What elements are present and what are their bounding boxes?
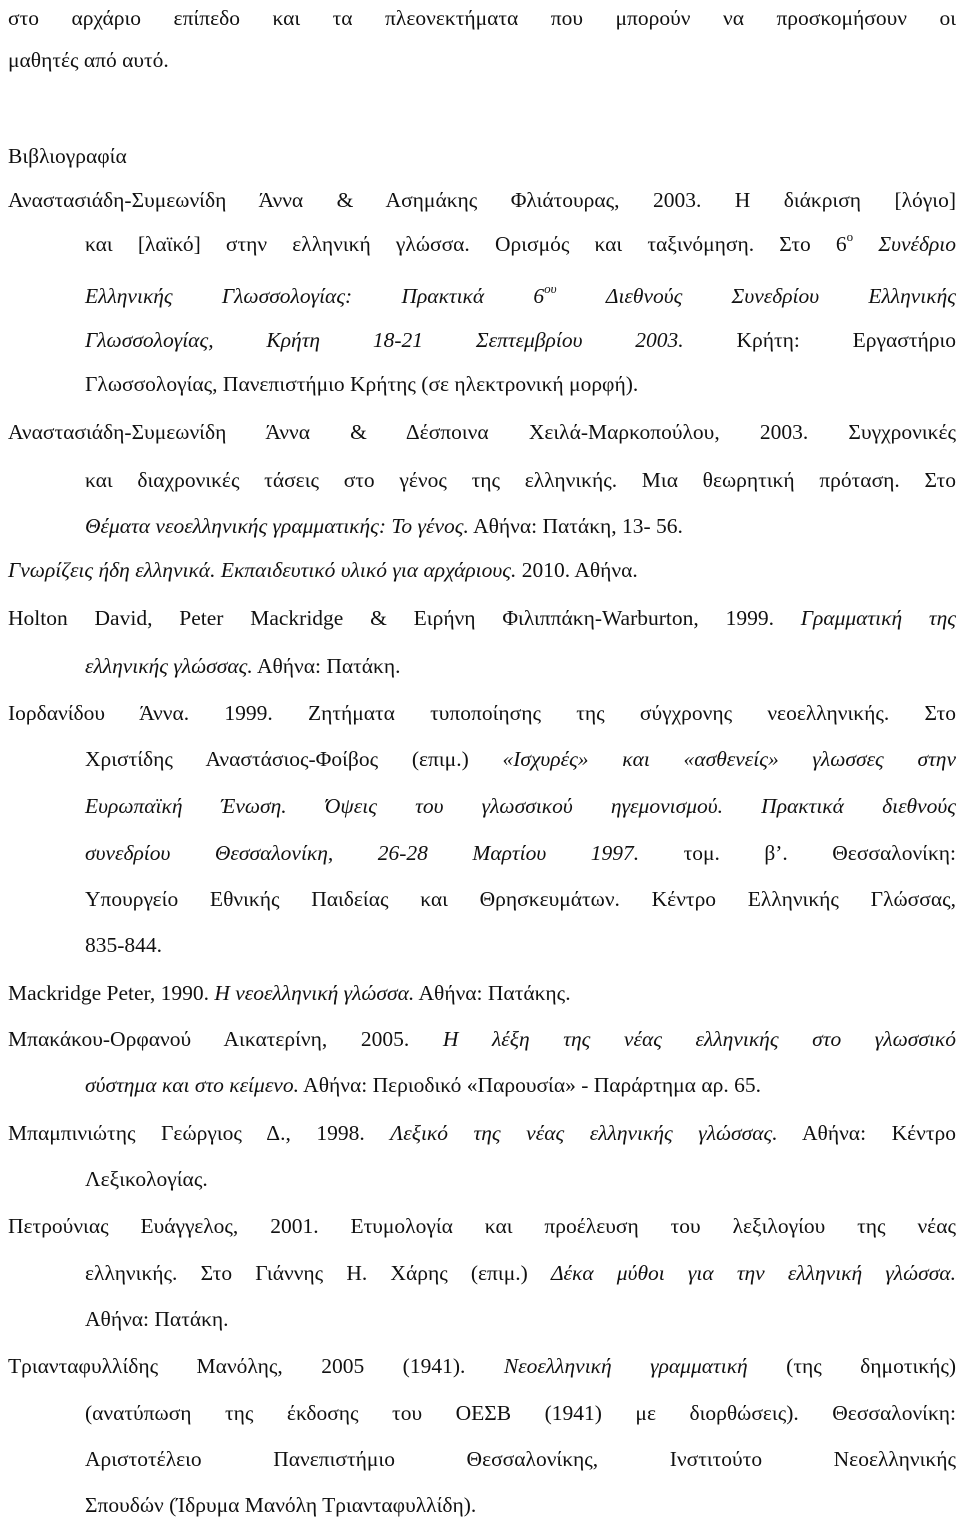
reference-line: Αθήνα: Πατάκη. xyxy=(85,1307,229,1331)
reference-line: Λεξικολογίας. xyxy=(85,1167,208,1191)
reference-line: Γλωσσολογίας, Πανεπιστήμιο Κρήτης (σε ηλεκτρονική μορφή). xyxy=(85,372,639,396)
reference-line: ελληνικής. Στο Γιάννης Η. Χάρης (επιμ.) Δέκα μύθοι για την ελληνική γλώσσα. xyxy=(85,1261,956,1285)
reference-line: 835-844. xyxy=(85,933,163,957)
reference-line: Γλωσσολογίας, Κρήτη 18-21 Σεπτεμβρίου 2003. Κρήτη: Εργαστήριο xyxy=(85,328,956,352)
reference-line: Σπουδών (Ίδρυμα Μανόλη Τριανταφυλλίδη). xyxy=(85,1493,477,1517)
reference-line: και [λαϊκό] στην ελληνική γλώσσα. Ορισμός και ταξινόμηση. Στο $6^o$ Συνέδριο xyxy=(85,228,957,256)
reference-line: και διαχρονικές τάσεις στο γένος της ελληνικής. Μια θεωρητική πρόταση. Στο xyxy=(85,468,956,492)
reference-line: Υπουργείο Εθνικής Παιδείας και Θρησκευμάτων. Κέντρο Ελληνικής Γλώσσας, xyxy=(85,887,956,911)
reference-line: Ελληνικής Γλωσσολογίας: Πρακτικά $6^{o\upsilon}$ Διεθνούς Συνεδρίου Ελληνικής xyxy=(85,280,956,308)
reference-line: Πετρούνιας Ευάγγελος, 2001. Ετυμολογία και προέλευση του λεξιλογίου της νέας xyxy=(8,1214,956,1238)
bibliography-heading: Βιβλιογραφία xyxy=(8,144,127,168)
reference-line: Αναστασιάδη-Συμεωνίδη Άννα & Δέσποινα Χειλά-Μαρκοπούλου, 2003. Συγχρονικές xyxy=(8,420,956,444)
paragraph-continuation-line: μαθητές από αυτό. xyxy=(8,48,169,72)
reference-line: Αριστοτέλειο Πανεπιστήμιο Θεσσαλονίκης, Ινστιτούτο Νεοελληνικής xyxy=(85,1447,956,1471)
paragraph-continuation-line: στο αρχάριο επίπεδο και τα πλεονεκτήματα που μπορούν να προσκομήσουν οι xyxy=(8,6,956,30)
reference-line: Αναστασιάδη-Συμεωνίδη Άννα & Ασημάκης Φλιάτουρας, 2003. Η διάκριση [λόγιο] xyxy=(8,188,956,212)
reference-line: Χριστίδης Αναστάσιος-Φοίβος (επιμ.) «Ισχυρές» και «ασθενείς» γλωσσες στην xyxy=(85,747,956,771)
reference-line: Ευρωπαϊκή Ένωση. Όψεις του γλωσσικού ηγεμονισμού. Πρακτικά διεθνούς xyxy=(85,794,956,818)
reference-line: σύστημα και στο κείμενο. Αθήνα: Περιοδικό «Παρουσία» - Παράρτημα αρ. 65. xyxy=(85,1073,761,1097)
reference-line: Mackridge Peter, 1990. Η νεοελληνική γλώσσα. Αθήνα: Πατάκης. xyxy=(8,981,571,1005)
reference-line: Μπαμπινιώτης Γεώργιος Δ., 1998. Λεξικό της νέας ελληνικής γλώσσας. Αθήνα: Κέντρο xyxy=(8,1121,956,1145)
reference-line: ελληνικής γλώσσας. Αθήνα: Πατάκη. xyxy=(85,654,401,678)
reference-line: Γνωρίζεις ήδη ελληνικά. Εκπαιδευτικό υλικό για αρχάριους. 2010. Αθήνα. xyxy=(8,558,638,582)
reference-line: συνεδρίου Θεσσαλονίκη, 26-28 Μαρτίου 1997. τομ. β’. Θεσσαλονίκη: xyxy=(85,841,957,865)
reference-line: Holton David, Peter Mackridge & Ειρήνη Φιλιππάκη-Warburton, 1999. Γραμματική της xyxy=(8,606,957,630)
reference-line: Θέματα νεοελληνικής γραμματικής: Το γένος. Αθήνα: Πατάκη, 13- 56. xyxy=(85,514,683,538)
reference-line: (ανατύπωση της έκδοσης του ΟΕΣΒ (1941) με διορθώσεις). Θεσσαλονίκη: xyxy=(85,1401,956,1425)
reference-line: Τριανταφυλλίδης Μανόλης, 2005 (1941). Νεοελληνική γραμματική (της δημοτικής) xyxy=(8,1354,956,1378)
reference-line: Μπακάκου-Ορφανού Αικατερίνη, 2005. Η λέξη της νέας ελληνικής στο γλωσσικό xyxy=(8,1027,957,1051)
reference-line: Ιορδανίδου Άννα. 1999. Ζητήματα τυποποίησης της σύγχρονης νεοελληνικής. Στο xyxy=(8,701,956,725)
